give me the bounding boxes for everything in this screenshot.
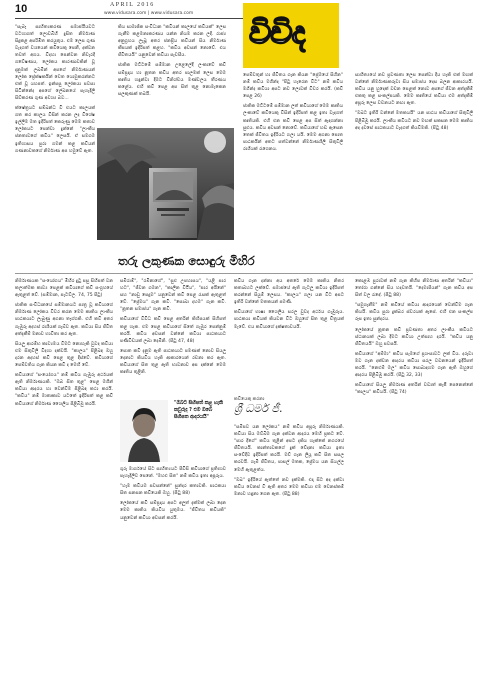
paragraph: කවිය ගැන දන්නා අය අතරේ මෙම කෘතිය නිතර කතාබහට ලක්වේ. සමාජයේ ඇති ගැටලු කවියා ඉදිරිපත් කරන්නේ සියුම් ලෙසය. "කාලය" ගලා යන විට අපට ඉතිරි වන්නේ මතකයන් පමණි. bbox=[234, 279, 344, 306]
column-4-bottom bbox=[355, 278, 473, 678]
column-2-bottom bbox=[120, 278, 226, 394]
paragraph: "හැම කවියම පවසන්නේ" සුන්දර කතාවකි. පාඨකයා සිත සනසන කවියෙකි ඔහු. (පිටු 88) bbox=[120, 484, 226, 497]
issue-date: APRIL 2016 bbox=[110, 2, 155, 8]
paragraph: පොත කවි දැනුම ඇති පාඨකයාට පමණක් නොව සියලු දෙනාට කියවිය හැකි ආකාරයෙන් රචනා කර ඇත. කවියාගේ සිත තුළ ඇති භාවනාව අප දක්නේ මෙම කෘතිය තුළිනි. bbox=[120, 348, 226, 376]
column-1-top bbox=[15, 24, 95, 224]
paragraph: ක්ෂේත්‍රයට සම්බන්ධ වී එයට කාලයක් ගත කර කාලය විසින් කරන ලද විශේෂ ඉල්ලීම මත ඉදිරිපත් කෙරුණු මෙම කතාව ලෝකයට පෙන්වා දුන්නේ "ලාංකීය ජනතාවගේ කවිය" ලෙසයි. ඒ සමගම ඉතිහාසය පුරා ගමන් කළ කවියන් ගණනාවකගේ නිර්මාණ අප හමුවේ ඇත. bbox=[15, 106, 95, 154]
paragraph: කවියාගේ විවිධ කවි පෙළ අතරින් කිහිපයක් සිහිපත් කළ හැක. එම පෙළ කවියාගේ සිතේ ගැඹුර පෙන්නුම් කරයි. කවිය අවසන් වන්නේ කවියා පාඨකයාට පණිවිඩයක් ලබා දෙමිනි. (පිටු 47, 48) bbox=[120, 317, 226, 344]
column-2-top bbox=[118, 24, 226, 126]
paragraph: ලෝකයේ නූතන කවි ප්‍රවණතා අතර ලාංකීය කවියට ස්ථානයක් ලබා දීමට කවියා උත්සාහ දරයි. "කවිය යනු ජීවිතයයි" ඔහු පවසයි. bbox=[355, 327, 473, 347]
column-1-bottom bbox=[15, 278, 113, 678]
paragraph: කවියාගේ සියලු නිර්මාණ අතරින් වඩාත් කැපී පෙනෙන්නේ "කාලය" කවියයි. (පිටු 74) bbox=[355, 383, 473, 396]
headline-rule bbox=[15, 273, 473, 274]
paragraph: කවියාගේ "අම්මා" කවිය සැමගේ ප්‍රශංසාවට ලක් විය. දරුවා මව ගැන දක්වන ආදරය කවියා සරල වචනයෙන් ඉදිරිපත් කරයි. "නෙළුම් මල" කවිය සොබාදහම ගැන ඇති ඔහුගේ ආදරය පිළිබිඹු කරයි. (පිටු 32, 33) bbox=[355, 351, 473, 379]
paragraph: කවියාගේ භාෂා ශෛලිය සරල වුවද අර්ථය ගැඹුරුය. පාඨකයා කවියක් කියවන විට ඔහුගේ සිත තුළ චිත්‍රයක් මැවේ. එය කවියාගේ දක්ෂතාවයයි. bbox=[234, 310, 344, 330]
paragraph: ලෝකයේ කවි සම්ප්‍රදාය අපට අලුත් දැක්මක් ලබා දෙන මෙම කෘතිය කියවිය යුතුමය. "ජීවිතය කවියකි" යනුවෙන් කවියා අවසන් කරයි. bbox=[120, 501, 226, 521]
paragraph: සාහිත්‍යයේ නව ප්‍රවණතා ලෙස පෙන්වා දිය හැකි එක් මඟක් වන්නේ නිර්මාණකරුවා සිය සමාජය දෙස බලන ආකාරයයි. කවිය යනු හුදෙක් වචන පෙළක් නොව අපගේ ජීවන අත්දැකීම් එකතු කළ සංකල්පයකි. මෙම කෘතියේ කවියා එම අත්දැකීම් අපූරු ලෙස වචනයට නඟා ඇත. bbox=[355, 73, 473, 107]
paragraph: "ඔබට ඉතිරි වන්නේ මතකයයි" යන පාඨය කවියාගේ සිතුවිලි පිළිබිඹු කරයි. ලාංකීය කවියට නව මඟක් සකසන මෙම කෘතිය අද දවසේ පාඨකයාට වැදගත් කියවීමකි. (පිටු 48) bbox=[355, 111, 473, 131]
column-3-bottom-lower bbox=[234, 424, 344, 678]
paragraph: "ඔබ" ඉදිරියේ ඇත්තේ නව දැක්මකි. එදා සිට අද දක්වා කවිය වෙනස් වී ඇති අතර මෙම කවියා එම වෙනස්කම් මනාව හඳුනා ගෙන ඇත. (පිටු 88) bbox=[234, 477, 344, 497]
column-3-top bbox=[243, 72, 343, 260]
paragraph: කවියාගේ "සංයෝගය" නම් කවිය ගැඹුරු අර්ථයක් ඇති නිර්මාණයකි. "ඔබ සිත තුළ" පෙළ මගින් කවියා ආදරය හා වෙන්වීම පිළිබඳ කථා කරයි. "කවිය" නම් මාතෘකාව යටතේ ඉදිරිපත් කළ කවි කවියාගේ නිර්මාණ ශෛලිය පිළිබිඹු කරයි. bbox=[15, 373, 113, 407]
paragraph: ජාතික මට්ටමේ සම්මාන ලත් කවියාගේ මෙම කෘතිය ලංකාවේ කවියෙකු විසින් ඉදිරිපත් කළ ඉතා වැදගත් කෘතියකි. එහි එන කවි පෙළ අප සිත් ඇඳගන්නා සුළුය. කවිය අවසන් නොවේ. කවියාගේ හඬ ඇසෙන තෙක් ජීවිතය ඉදිරියට ගලා යයි. මෙම අගනා පොත පාඨකයින් අතට පත්වන්නේ නිර්මාණශීලී සිතුවිලි රාශියක් රැගෙනය. bbox=[243, 104, 343, 152]
article-headline: තරු ලකුණක සොඳුරු මිහිර bbox=[118, 254, 255, 268]
paragraph: ජාතික මට්ටමේ සම්මාන උළෙලේදී ලංකාවේ කවි සම්ප්‍රදාය හා නූතන කවිය අතර පාලමක් ලෙස මෙම කෘතිය හඳුන්වා දීමට විනිශ්චය මණ්ඩලය තීරණය කළේය. එහි කවි පෙළ අප සිත් තුළ නොමැකෙන සලකුණක් තබයි. bbox=[118, 63, 226, 97]
logo-text: විචිද bbox=[249, 15, 305, 51]
paragraph: සියලු ආරම්භ කාව්‍යමය වීමට නොහැකි වුවද කවියා එම සිතුවිලි විදහා දක්වයි. "කාලය" පිළිබඳ ඔහු දරන අදහස් කවි පෙළ තුළ දිස්වේ. කවියාගේ පෙම්වතිය ගැන කියන කවි ද මෙහි වේ. bbox=[15, 341, 113, 369]
paragraph: "සැබෑ සාහිත්‍යකරණ සමාජයීයවට වටහාගත් ලොවබිහි දුසිත නිර්මාණ සිදුකළ අපරිමිත කරයුතුය. එම ලෙස ගුණ වැදගත් වශයෙන් කවියෙකු පෙනී, දක්වන තවත් අගය. විදහා පෙන්වන නිවැරදි ගවේෂණය, ලෝකය කාරණාවකින් වූ දැනුමක් ලබමින් අපගේ නිර්මාණයන් ලෝක ප්‍රේක්ෂකයින් වෙත යොමුකරන්නට එක් වූ යහපත්. ඉන්පසු ලෝකයා පවසා සිටින්නේද අපගේ ලේඛනයේ පැහැදිලි සිව්කරණ ගුණ අවශ්‍ය බව... bbox=[15, 25, 95, 101]
author-byline bbox=[234, 396, 344, 420]
column-4-top bbox=[355, 72, 473, 260]
paragraph: සමීරාම්", "රමීනාගේ", "සුළු උපහාසය", "යළි පාර හට", "ජීවන ගමන", "කාලීන වීථිය", "පාර අයිනේ" සහ "නාඩු පෙදුම" යනුවෙන් කවි පෙළ රැසක් ඇතුළත් වේ. "ප්‍රේමය" ගැන කවි. "සොබා දහම" ගැන කවි. "නූතන සමාජය" ගැන කවි. bbox=[120, 279, 226, 313]
pull-quote: "ඔබට සිහිපත් කළ හැකි කවුරුද ? එම ඔබේ සිහිපත ආදරයයි" bbox=[174, 401, 223, 420]
section-logo bbox=[243, 3, 339, 68]
author-portrait bbox=[120, 400, 168, 462]
paragraph: පෙම්වතුන් හා ජීවිතය ගැන කියන "ප්‍රේමයේ සිහින" නම් කවිය මගින්ද "පිටු හැරෙන විට" නම් කවිය මගින්ද කවියා අපට නව ලොවක් විවර කරයි. (කවි පෙළ 26) bbox=[243, 73, 343, 100]
author-role: කවියෙකු කරනා bbox=[234, 397, 265, 402]
author-name: ශ්‍රී ධර්ම ජී. bbox=[234, 402, 283, 415]
paragraph: "සමීපව යන ලෝකය" නම් කවිය අපූරු නිර්මාණයකි. කවියා සිය මව්බිම ගැන දක්වන ආදරය මෙහි ප්‍රකට වේ. "පාර දිගේ" කවිය තුළින් අපට දැකිය හැක්කේ නගරයේ ජීවිතයයි. කාන්තාවකගේ දුක් වේදනා කවියා ඉතා සංවේදීව ඉදිරිපත් කරයි. මව් ගැන ලියූ කවි සිත සසල කරවයි. ගැමි ජීවිතය, පාසල් මතක, ප්‍රේමය යන සියල්ල මෙහි ඇතුළත්ය. bbox=[234, 425, 344, 473]
paragraph: කොළඹ පුරාවක් නම් ගැන කිහිප නිර්මාණ අතරින් "කවියා" තෝරා ගන්නේ සිය හදවතයි. "දෙමාපියන්" ගැන කවිය අප සිත් වල රැඳේ. (පිටු 88) bbox=[355, 279, 473, 299]
paragraph: නිර්මාණයක "සංයෝගය" මිහිර දුටු පසු සිහිපත් වන කලාත්මක කාව්‍ය පෙළක් කවියාගේ කවි සංග්‍රහයේ ඇතුළත් වේ. (සම්මාන, පැටව්ල. 74, 75 පිටු) bbox=[15, 279, 113, 299]
column-2-bottom-lower bbox=[120, 466, 226, 678]
book-cover-photo bbox=[97, 128, 234, 240]
paragraph: කිය සාමාජික සංවිධාන "කවියන් කාලයේ කවියක්" ලෙස ගැනීම කළමනාකරණය යන්න නියම කරන ලදී. රාජ්‍ය අනුග්‍රහය ලැබූ අතර ජනප්‍රිය කවියන් සිය නිර්මාණ කීපයක් ඉදිරිපත් කළහ. "කවිය අවසන් නොවේ. එය ජීවිතයයි" යනුවෙන් කවියා පැවසීය. bbox=[118, 25, 226, 59]
column-3-bottom bbox=[234, 278, 344, 390]
website-url: www.vidusara.com | www.vidusara.com bbox=[104, 11, 194, 16]
page-number: 10 bbox=[15, 3, 28, 15]
paragraph: ජාතික සංවිධානයේ සම්මානයට පාත්‍ර වූ කවියාගේ නිර්මාණ ලෝකය විවර කරන මෙම කෘතිය ලාංකීය පාඨකයාට ලැබුණු අගනා තෑග්ගකි. එහි කවි අතර ගැඹුරු අදහස් රාශියක් ගැබ්ව ඇත. කවියා සිය ජීවිත අත්දැකීම් මනාව භාවිතා කර ඇත. bbox=[15, 303, 113, 337]
paragraph: ගුරු මාර්ගයේ සිට සාහිත්‍යයට පිවිසි කවියාගේ ප්‍රතිභාව පැහැදිලිව පෙනේ. "මහළු සිත" නම් කවිය ඉතා අපූරුය. bbox=[120, 467, 226, 480]
header-rule bbox=[15, 18, 243, 19]
paragraph: "සමුගැනීම" නම් කවියේ කවියා ආදරයෙන් වෙන්වීම ගැන කියයි. කවිය පුරා දුක්බර ස්වරයක් ඇසේ. එහි එන සංකල්ප රූප ඉතා සුන්දරය. bbox=[355, 303, 473, 323]
